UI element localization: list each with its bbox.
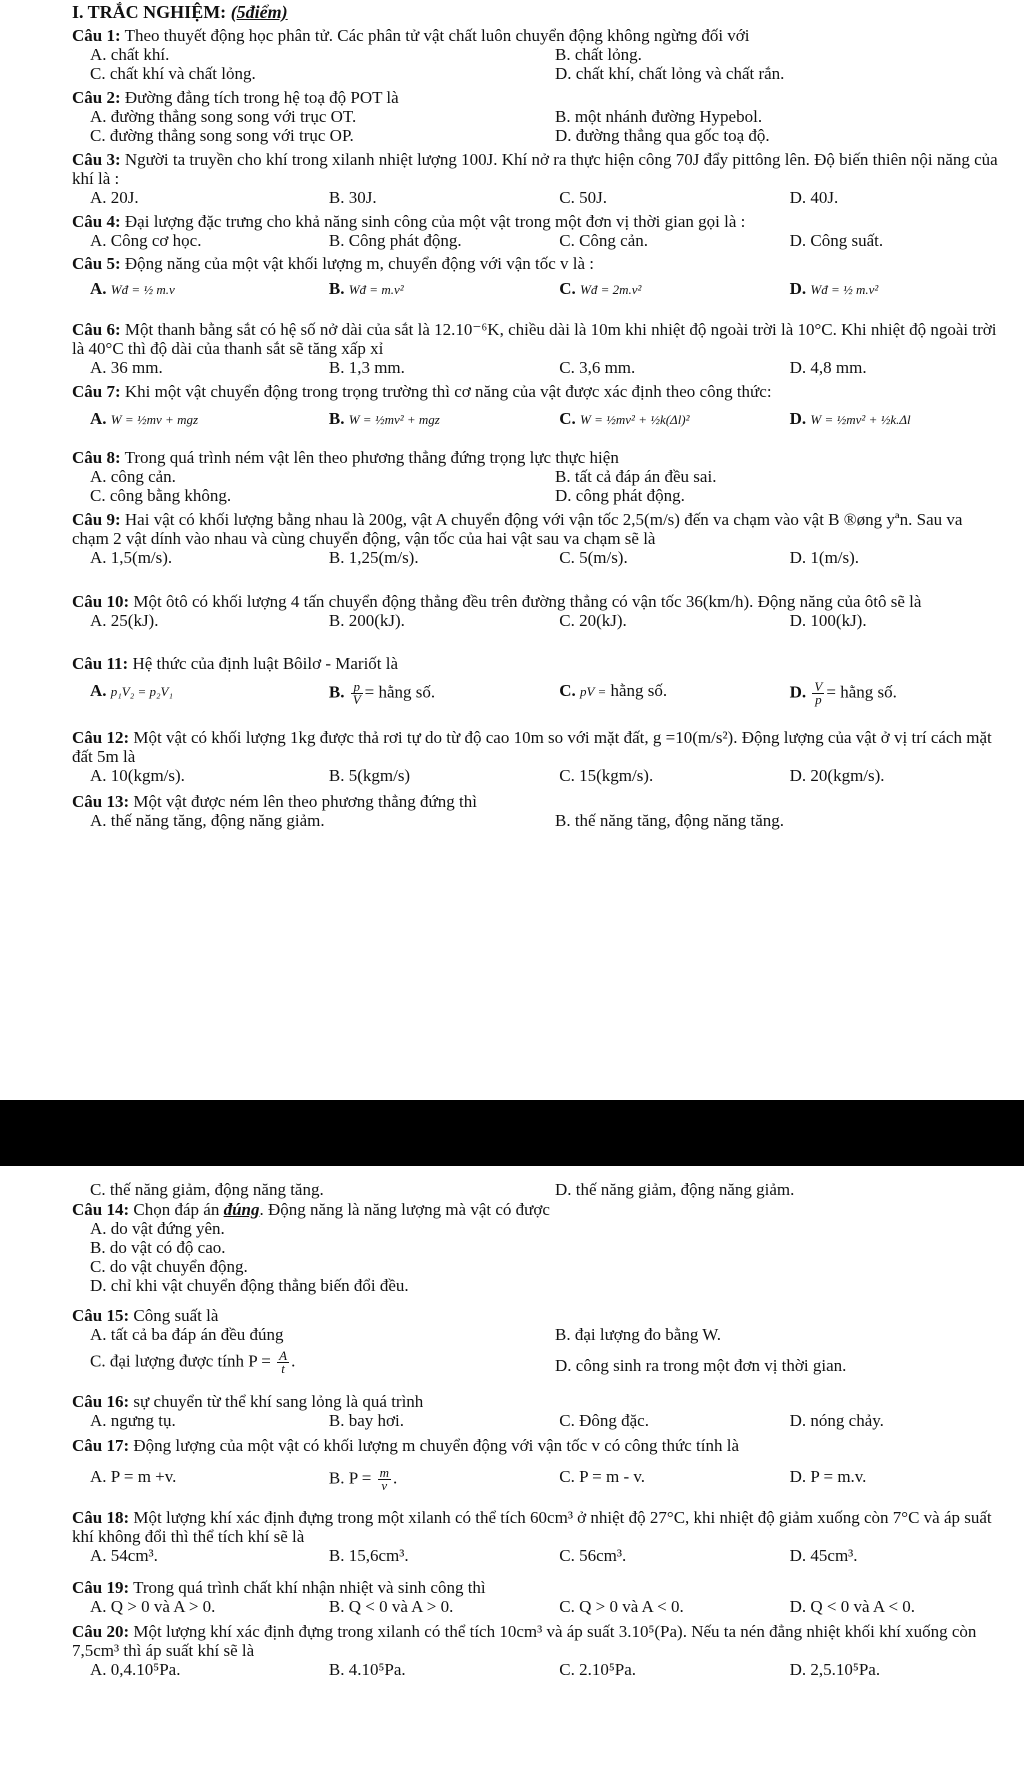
option-c: C. Công cản. [559,231,649,250]
question-13-continued [72,1180,1002,1199]
question-2 [72,88,1002,145]
frac-den: p [815,692,822,707]
frac-den: v [381,1478,388,1493]
question-3 [72,150,1002,207]
option-a: A. thế năng tăng, động năng giảm. [90,811,325,830]
option-c: C. 2.10⁵Pa. [559,1660,637,1679]
formula-b: Wđ = m.v² [348,282,404,297]
q-label: Câu 13: [72,792,130,811]
question-10 [72,592,1002,630]
q-label: Câu 9: [72,510,121,529]
q-label: Câu 12: [72,728,130,747]
q-label: Câu 17: [72,1436,130,1455]
option-d: D. P = m.v. [789,1467,867,1486]
q-text: Một vật có khối lượng 1kg được thả rơi tự do từ độ cao 10m so với mặt đất, g =10(m/s²). Động lượng của vật ở vị trí cách mặt đất 5m là [72,728,992,766]
q-label: Câu 2: [72,88,121,107]
option-c-letter: C. [559,279,576,298]
option-b: B. 30J. [328,188,377,207]
option-d: D. đường thẳng qua gốc toạ độ. [555,126,770,145]
option-d: D. công phát động. [555,486,685,505]
q-label: Câu 1: [72,26,121,45]
question-6 [72,320,1002,377]
option-d: D. 4,8 mm. [789,358,867,377]
question-14 [72,1200,1002,1295]
option-d: D. Q < 0 và A < 0. [789,1597,916,1616]
heading-text: I. TRẮC NGHIỆM: [72,2,231,22]
option-a: A. Công cơ học. [90,231,202,250]
option-b: B. Công phát động. [328,231,462,250]
option-a: A. do vật đứng yên. [90,1219,225,1238]
option-d: D. chỉ khi vật chuyển động thẳng biến đổi đều. [90,1276,409,1295]
question-8 [72,448,1002,505]
q-label: Câu 4: [72,212,121,231]
option-a-letter: A. [90,409,107,428]
frac-den: t [281,1361,285,1376]
option-b: B. 4.10⁵Pa. [328,1660,406,1679]
option-a-letter: A. [90,279,107,298]
question-16 [72,1392,1002,1430]
formula-b: W = ½mv² + mgz [348,412,440,427]
option-d: D. 100(kJ). [789,611,867,630]
option-a: A. Q > 0 và A > 0. [90,1597,216,1616]
option-d: D. 20(kgm/s). [789,766,885,785]
q-text: Một lượng khí xác định đựng trong một xilanh có thể tích 60cm³ ở nhiệt độ 27°C, khi nhiệt độ giảm xuống còn 7°C và áp suất khí không đổi thì thể tích khí sẽ là [72,1508,992,1546]
option-a: A. 54cm³. [90,1546,158,1565]
option-b: B. bay hơi. [328,1411,404,1430]
option-b: B. 5(kgm/s) [328,766,411,785]
option-d: D. 45cm³. [789,1546,858,1565]
option-b: B. Q < 0 và A > 0. [328,1597,454,1616]
option-b: B. 1,25(m/s). [328,548,419,567]
option-b: B. 1,3 mm. [328,358,405,377]
option-d-letter: D. [789,279,807,298]
question-4 [72,212,1002,250]
option-b: B. do vật có độ cao. [90,1238,226,1257]
q-text: Trong quá trình chất khí nhận nhiệt và sinh công thì [129,1578,486,1597]
option-d: D. Công suất. [789,231,884,250]
question-18 [72,1508,1002,1565]
formula-a: p₁V₂ = p₂V₁ [110,684,174,699]
q-label: Câu 6: [72,320,121,339]
option-c: C. chất khí và chất lỏng. [90,64,256,83]
option-b: B. P = [328,1468,372,1488]
q-text: Một lượng khí xác định đựng trong xilanh có thể tích 10cm³ và áp suất 3.10⁵(Pa). Nếu ta nén đẳng nhiệt khối khí xuống còn 7,5cm³ thì áp suất khí sẽ là [72,1622,977,1660]
formula-d: W = ½mv² + ½k.Δl [810,412,911,427]
q-label: Câu 14: [72,1200,130,1219]
q-label: Câu 3: [72,150,121,169]
formula-c: Wđ = 2m.v² [580,282,642,297]
q-text: Công suất là [129,1306,219,1325]
formula-d: Wđ = ½ m.v² [810,282,879,297]
option-a: A. ngưng tụ. [90,1411,176,1430]
q-text: Động lượng của một vật có khối lượng m chuyển động với vận tốc v có công thức tính là [129,1436,739,1455]
option-a: A. đường thẳng song song với trục OT. [90,107,357,126]
page-divider [0,1100,1024,1166]
frac-den: V [352,692,361,707]
option-b: B. thế năng tăng, động năng tăng. [555,811,784,830]
option-c-letter: C. [559,681,576,700]
option-c: C. P = m - v. [559,1467,646,1486]
option-b-letter: B. [328,409,345,428]
option-d-letter: D. [789,409,807,428]
q-text: Người ta truyền cho khí trong xilanh nhiệt lượng 100J. Khí nở ra thực hiện công 70J đẩy pittông lên. Độ biến thiên nội năng của khí là : [72,150,998,188]
option-b: B. 15,6cm³. [328,1546,409,1565]
formula-a: Wđ = ½ m.v [110,282,175,297]
question-9 [72,510,1002,567]
q-text: Hai vật có khối lượng bằng nhau là 200g, vật A chuyển động với vận tốc 2,5(m/s) đến va chạm vào vật B ®øng yªn. Sau va chạm 2 vật dính vào nhau và cùng chuyển động, vận tốc của hai vật sau va chạm sẽ là [72,510,963,548]
q-label: Câu 11: [72,654,129,673]
option-d: D. thế năng giảm, động năng giảm. [555,1180,795,1199]
option-d: D. 40J. [789,188,839,207]
option-d: D. 1(m/s). [789,548,860,567]
option-c: C. 15(kgm/s). [559,766,654,785]
option-d-letter: D. [789,682,807,702]
page-bottom [0,1166,1024,1780]
q-label: Câu 7: [72,382,121,401]
q-text: . Động năng là năng lượng mà vật có được [259,1200,550,1219]
option-a: A. 1,5(m/s). [90,548,173,567]
option-b: B. một nhánh đường Hypebol. [555,107,763,126]
option-d: D. chất khí, chất lỏng và chất rắn. [555,64,785,83]
q-label: Câu 5: [72,254,121,273]
option-c: C. 50J. [559,188,607,207]
frac-num: m [379,1465,390,1480]
option-a: A. 0,4.10⁵Pa. [90,1660,181,1679]
option-d: D. công sinh ra trong một đơn vị thời gian. [555,1356,847,1375]
q-text: Đại lượng đặc trưng cho khả năng sinh công của một vật trong một đơn vị thời gian gọi là : [120,212,746,231]
option-b: B. 200(kJ). [328,611,405,630]
option-c-letter: C. [559,409,576,428]
question-11: Câu 11: Hệ thức của định luật Bôilơ - Mariốt là A. p₁V₂ = p₂V₁ B. $\frac{p}{V}$ = hằng số. C. pV = hằng số. D. $\frac{V}{p}$ = hằng số. [72,654,897,707]
heading-points: (5điểm) [230,2,288,22]
formula-c: W = ½mv² + ½k(Δl)² [580,412,690,427]
question-12 [72,728,1002,785]
q-text: Một thanh bằng sắt có hệ số nở dài của sắt là 12.10⁻⁶K, chiều dài là 10m khi nhiệt độ ngoài trời là 10°C. Khi nhiệt độ ngoài trời là 40°C thì độ dài của thanh sắt sẽ tăng xấp xỉ [72,320,997,358]
question-7 [72,382,1002,429]
q-label: Câu 16: [72,1392,130,1411]
option-b: B. tất cả đáp án đều sai. [555,467,717,486]
q-text: Khi một vật chuyển động trong trọng trường thì cơ năng của vật được xác định theo công thức: [120,382,772,401]
formula-c-tail: hằng số. [606,681,668,700]
formula-b-tail: hằng số. [378,682,436,702]
option-b: B. chất lỏng. [555,45,642,64]
q-label: Câu 10: [72,592,130,611]
option-a: A. tất cả ba đáp án đều đúng [90,1325,284,1344]
option-b: B. đại lượng đo bằng W. [555,1325,722,1344]
option-a: A. 36 mm. [90,358,163,377]
option-a-letter: A. [90,681,107,700]
option-c: C. 20(kJ). [559,611,627,630]
question-5 [72,254,1002,299]
option-d: D. nóng chảy. [789,1411,884,1430]
option-a: A. 20J. [90,188,139,207]
question-17: Câu 17: Động lượng của một vật có khối lượng m chuyển động với vận tốc v có công thức tính là A. P = m +v. B. P = $\frac{m}{v}$ . C. P = m - v. D. P = m.v. [72,1436,1002,1492]
question-13 [72,792,1002,830]
option-c: C. Q > 0 và A < 0. [559,1597,684,1616]
q-text: sự chuyển từ thể khí sang lỏng là quá trình [129,1392,424,1411]
q-text: Một ôtô có khối lượng 4 tấn chuyển động thẳng đều trên đường thẳng có vận tốc 36(km/h). Động năng của ôtô sẽ là [129,592,922,611]
option-a: A. chất khí. [90,45,170,64]
q-label: Câu 15: [72,1306,130,1325]
section-heading [72,2,288,23]
frac-num: A [279,1348,288,1363]
formula-a: W = ½mv + mgz [110,412,199,427]
q-label: Câu 18: [72,1508,130,1527]
q-text-pre: Chọn đáp án [129,1200,224,1219]
option-a: A. P = m +v. [90,1467,177,1486]
q-label: Câu 8: [72,448,121,467]
option-b-letter: B. [328,682,345,702]
option-a: A. 25(kJ). [90,611,159,630]
q-text: Một vật được ném lên theo phương thẳng đứng thì [129,792,477,811]
q-text: Theo thuyết động học phân tử. Các phân tử vật chất luôn chuyển động không ngừng đối với [120,26,750,45]
option-c: C. đường thẳng song song với trục OP. [90,126,354,145]
question-1 [72,26,1002,83]
question-19 [72,1578,1002,1616]
option-a: A. công cản. [90,467,176,486]
q-emphasis: đúng [223,1200,260,1219]
option-c: C. 56cm³. [559,1546,627,1565]
frac-num: p [351,681,363,694]
q-text: Đường đẳng tích trong hệ toạ độ POT là [120,88,399,107]
option-c: C. 5(m/s). [559,548,628,567]
option-c: C. đại lượng được tính P = [90,1351,271,1371]
formula-c: pV = [580,684,607,699]
option-c: C. 3,6 mm. [559,358,636,377]
option-c: C. thế năng giảm, động năng tăng. [90,1180,324,1199]
option-c: C. công bằng không. [90,486,232,505]
frac-num: V [814,679,823,694]
q-label: Câu 19: [72,1578,130,1597]
q-text: Động năng của một vật khối lượng m, chuyển động với vận tốc v là : [120,254,595,273]
q-text: Hệ thức của định luật Bôilơ - Mariốt là [128,654,399,673]
question-15: Câu 15: Công suất là A. tất cả ba đáp án đều đúng B. đại lượng đo bằng W. C. đại lượng được tính P = $\frac{A}{t}$ . D. công sinh ra trong một đơn vị thời gian. [72,1306,1002,1375]
formula-d-tail: hằng số. [840,682,897,702]
option-a: A. 10(kgm/s). [90,766,185,785]
option-b-letter: B. [328,279,345,298]
option-c: C. Đông đặc. [559,1411,649,1430]
q-text: Trong quá trình ném vật lên theo phương thẳng đứng trọng lực thực hiện [120,448,619,467]
question-20 [72,1622,1002,1679]
q-label: Câu 20: [72,1622,130,1641]
option-d: D. 2,5.10⁵Pa. [789,1660,881,1679]
option-c: C. do vật chuyển động. [90,1257,248,1276]
